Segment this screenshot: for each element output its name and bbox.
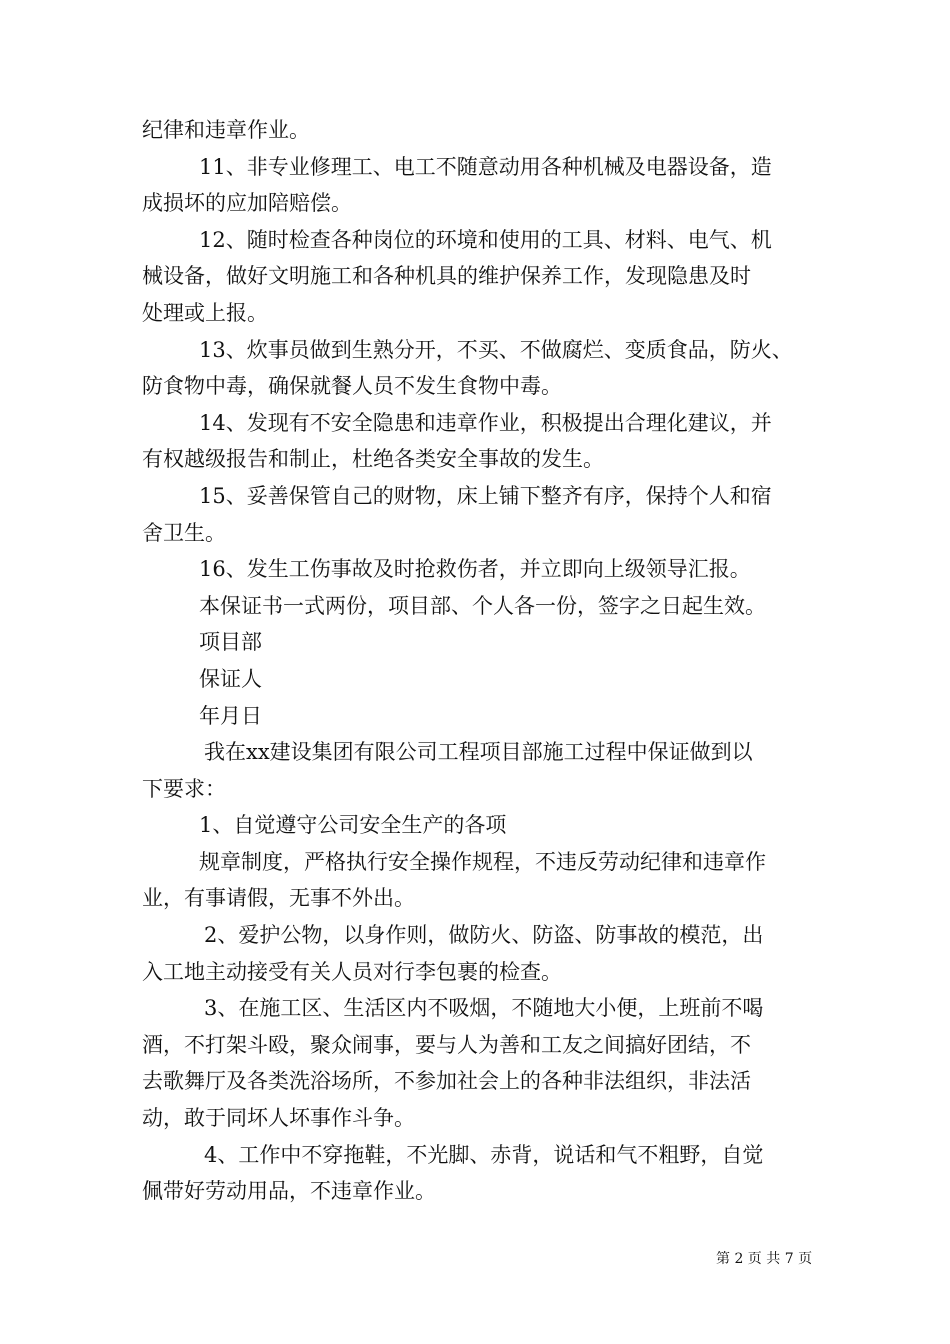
text-line: 佩带好劳动用品，不违章作业。 [142,1179,436,1204]
text-line: 成损坏的应加陪赔偿。 [142,191,352,216]
text-line: 15、妥善保管自己的财物，床上铺下整齐有序，保持个人和宿 [199,483,772,508]
document-body [142,112,812,1210]
text-line: 11、非专业修理工、电工不随意动用各种机械及电器设备，造 [199,154,772,179]
text-line: 年月日 [199,703,262,728]
text-line: 舍卫生。 [142,520,226,545]
text-line: 去歌舞厅及各类洗浴场所，不参加社会上的各种非法组织，非法活 [142,1069,751,1094]
text-line: 3、在施工区、生活区内不吸烟，不随地大小便，上班前不喝 [204,996,764,1021]
text-line: 防食物中毒，确保就餐人员不发生食物中毒。 [142,374,562,399]
text-line: 动，敢于同坏人坏事作斗争。 [142,1106,415,1131]
text-line: 1、自觉遵守公司安全生产的各项 [199,813,507,838]
text-line: 械设备，做好文明施工和各种机具的维护保养工作，发现隐患及时 [142,264,751,289]
text-line: 12、随时检查各种岗位的环境和使用的工具、材料、电气、机 [199,227,772,252]
text-line: 酒，不打架斗殴，聚众闹事，要与人为善和工友之间搞好团结，不 [142,1032,751,1057]
text-line: 我在xx建设集团有限公司工程项目部施工过程中保证做到以 [204,740,753,765]
text-line: 有权越级报告和制止，杜绝各类安全事故的发生。 [142,447,604,472]
text-line: 2、爱护公物，以身作则，做防火、防盗、防事故的模范，出 [204,923,764,948]
text-line: 入工地主动接受有关人员对行李包裹的检查。 [142,959,562,984]
text-line: 16、发生工伤事故及时抢救伤者，并立即向上级领导汇报。 [199,557,751,582]
text-line: 处理或上报。 [142,300,268,325]
text-line: 4、工作中不穿拖鞋，不光脚、赤背，说话和气不粗野，自觉 [204,1142,764,1167]
text-line: 规章制度，严格执行安全操作规程，不违反劳动纪律和违章作 [199,849,766,874]
text-line: 业，有事请假，无事不外出。 [142,886,415,911]
text-line: 下要求： [142,776,226,801]
text-line: 纪律和违章作业。 [142,118,310,142]
text-line: 本保证书一式两份，项目部、个人各一份，签字之日起生效。 [199,593,766,618]
text-line: 保证人 [199,666,262,691]
text-line: 14、发现有不安全隐患和违章作业，积极提出合理化建议，并 [199,410,772,435]
page-number-footer: 第 2 页 共 7 页 [716,1251,813,1267]
text-line: 项目部 [199,630,262,655]
text-line: 13、炊事员做到生熟分开，不买、不做腐烂、变质食品，防火、 [199,337,793,362]
